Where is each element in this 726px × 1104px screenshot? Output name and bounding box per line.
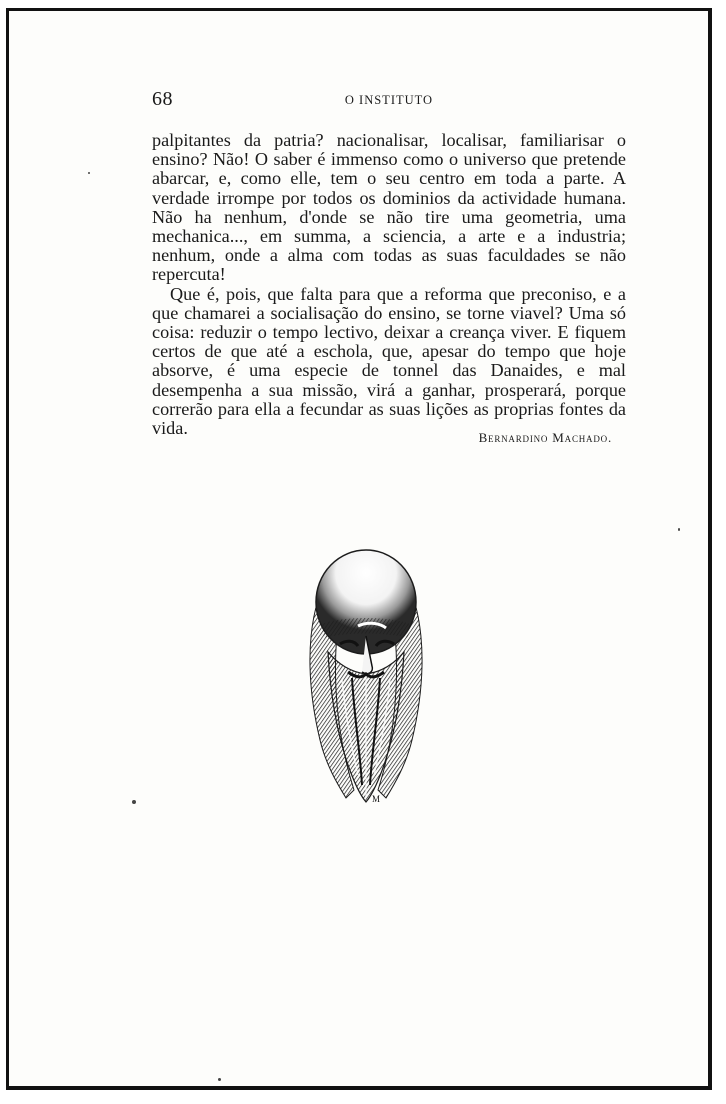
- body-text: [152, 131, 626, 438]
- paragraph-1: palpitantes da patria? nacionalisar, localisar, familiarisar o ensino? Não! O saber é immenso como o universo que pretende abarcar, e, como elle, tem o seu centro em toda a parte. A verdade irrompe por todos os dominios da actividade humana. Não ha nenhum, d'onde se não tire uma geometria, uma mechanica..., em summa, a sciencia, a arte e a industria; nenhum, onde a alma com todas as suas faculdades se não repercuta!: [152, 130, 626, 285]
- page-number: 68: [152, 88, 173, 110]
- print-speck: [88, 172, 90, 174]
- author-signature: Bernardino Machado.: [478, 430, 612, 445]
- svg-text:M: M: [372, 794, 381, 804]
- bearded-head-vignette-icon: [302, 540, 430, 808]
- running-head: [152, 88, 626, 112]
- print-speck: [132, 800, 136, 804]
- paragraph-2: Que é, pois, que falta para que a reforma que preconiso, e a que chamarei a socialisação do ensino, se torne viavel? Uma só coisa: reduzir o tempo lectivo, deixar a creança viver. E fiquem certos de que até a eschola, que, apesar do tempo que hoje absorve, é uma especie de tonnel das Danaides, e mal desempenha a sua missão, virá a ganhar, prosperará, porque correrão para ella a fecundar as suas lições as proprias fontes da vida.: [152, 283, 626, 439]
- print-speck: [678, 528, 680, 531]
- running-title: O INSTITUTO: [344, 93, 434, 107]
- print-speck: [218, 1078, 221, 1081]
